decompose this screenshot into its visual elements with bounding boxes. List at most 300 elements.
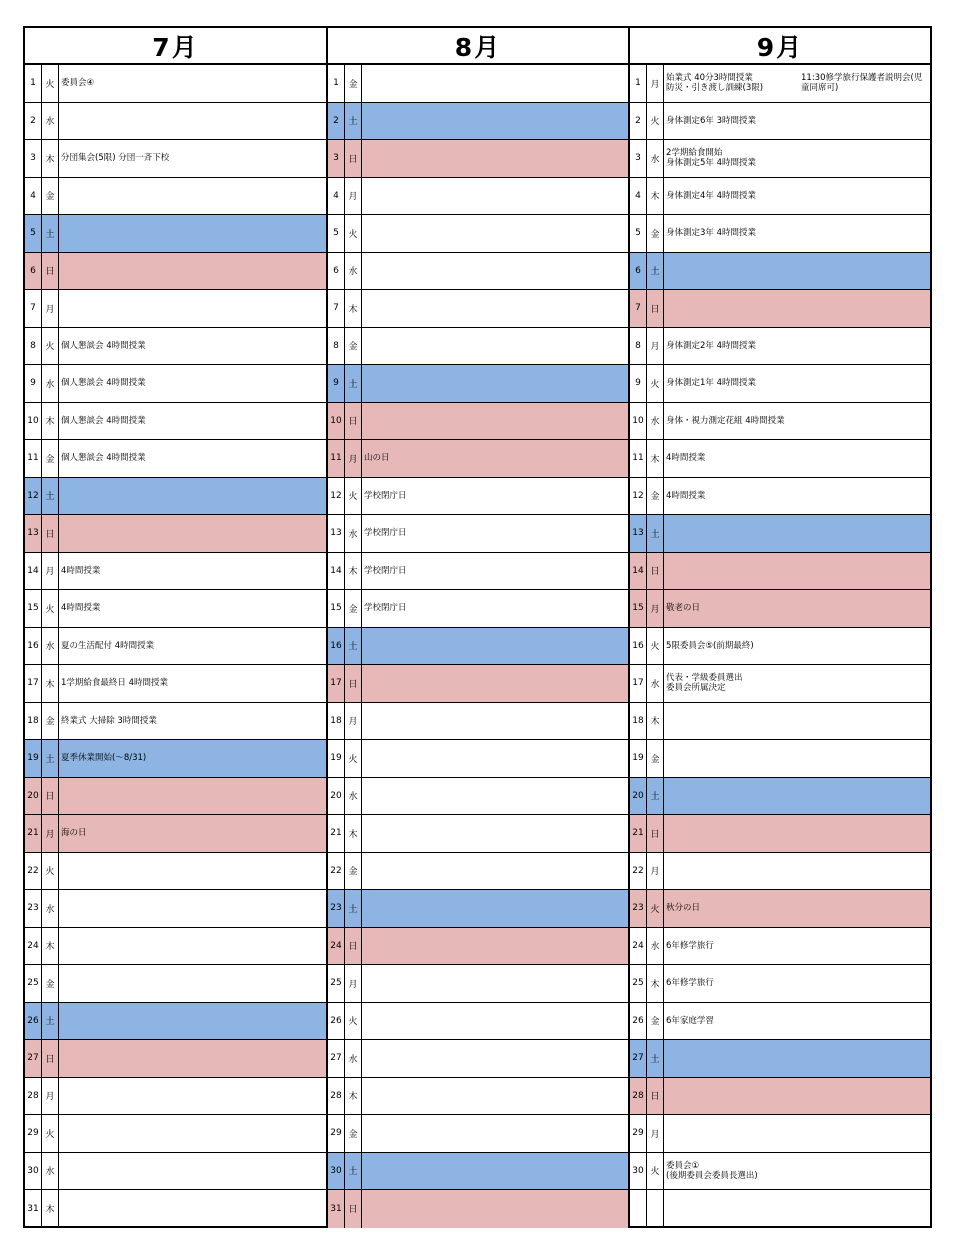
weekday: 土	[42, 740, 59, 777]
event-cell	[664, 515, 930, 552]
event-cell	[362, 1190, 628, 1228]
day-row	[328, 103, 628, 141]
event-cell	[664, 140, 930, 177]
weekday: 日	[42, 778, 59, 815]
day-row	[328, 1115, 628, 1153]
weekday: 火	[42, 1115, 59, 1152]
day-row	[25, 1115, 326, 1153]
event-cell	[664, 478, 930, 515]
day-number: 23	[630, 890, 647, 927]
day-row	[25, 328, 326, 366]
day-row	[25, 853, 326, 891]
day-number: 14	[25, 553, 42, 590]
day-number: 23	[328, 890, 345, 927]
event-text: 代表・学級委員選出 委員会所属決定	[666, 673, 743, 694]
weekday: 土	[42, 1003, 59, 1040]
day-row	[328, 553, 628, 591]
month-column	[326, 28, 628, 1226]
day-row	[328, 965, 628, 1003]
month-column	[628, 28, 930, 1226]
event-cell	[59, 1003, 326, 1040]
event-text: 個人懇談会 4時間授業	[61, 340, 146, 351]
day-row	[328, 1190, 628, 1228]
day-number: 13	[328, 515, 345, 552]
event-cell	[59, 478, 326, 515]
day-number: 6	[25, 253, 42, 290]
day-row	[328, 403, 628, 441]
weekday: 金	[647, 478, 664, 515]
weekday: 木	[42, 1190, 59, 1228]
day-number: 26	[630, 1003, 647, 1040]
weekday: 土	[42, 215, 59, 252]
weekday: 日	[647, 1078, 664, 1115]
month-title: 7月	[25, 28, 326, 65]
day-number: 27	[25, 1040, 42, 1077]
event-text: 始業式 40分3時間授業 防災・引き渡し訓練(3限)	[666, 73, 764, 94]
day-row	[25, 778, 326, 816]
day-number: 10	[25, 403, 42, 440]
event-cell	[59, 65, 326, 102]
event-cell	[362, 1003, 628, 1040]
event-cell	[59, 215, 326, 252]
weekday: 木	[42, 403, 59, 440]
day-row	[630, 890, 930, 928]
day-row	[328, 253, 628, 291]
weekday: 水	[647, 140, 664, 177]
event-cell	[59, 1153, 326, 1190]
day-number: 19	[25, 740, 42, 777]
day-number: 4	[630, 178, 647, 215]
weekday: 土	[345, 628, 362, 665]
event-cell	[362, 665, 628, 702]
day-row	[25, 178, 326, 216]
weekday: 金	[345, 853, 362, 890]
weekday: 日	[345, 1190, 362, 1228]
event-cell	[664, 215, 930, 252]
weekday: 水	[42, 890, 59, 927]
weekday: 木	[42, 665, 59, 702]
weekday: 土	[647, 253, 664, 290]
weekday: 金	[345, 65, 362, 102]
event-cell	[664, 703, 930, 740]
weekday: 火	[647, 103, 664, 140]
event-cell	[664, 928, 930, 965]
day-number: 26	[25, 1003, 42, 1040]
event-text: 身体測定6年 3時間授業	[666, 115, 757, 126]
event-text: 身体測定1年 4時間授業	[666, 378, 757, 389]
event-cell	[59, 815, 326, 852]
school-calendar	[23, 26, 932, 1228]
event-cell	[59, 1190, 326, 1228]
day-row	[630, 1190, 930, 1228]
day-number: 6	[328, 253, 345, 290]
day-row	[328, 365, 628, 403]
day-row	[25, 928, 326, 966]
event-cell	[59, 628, 326, 665]
day-row	[25, 1003, 326, 1041]
event-cell	[664, 1040, 930, 1077]
day-number: 13	[630, 515, 647, 552]
event-text: 夏季休業開始(～8/31)	[61, 753, 147, 764]
event-cell	[59, 515, 326, 552]
weekday: 木	[647, 965, 664, 1002]
event-text: 学校閉庁日	[364, 490, 407, 501]
event-cell	[664, 1078, 930, 1115]
weekday: 日	[345, 928, 362, 965]
weekday: 火	[345, 215, 362, 252]
event-text: 6年修学旅行	[666, 978, 714, 989]
event-text: 敬老の日	[666, 603, 701, 614]
day-number: 20	[328, 778, 345, 815]
event-cell	[59, 365, 326, 402]
day-number: 15	[328, 590, 345, 627]
weekday: 土	[345, 890, 362, 927]
day-row	[25, 815, 326, 853]
day-row	[630, 1003, 930, 1041]
event-cell	[59, 853, 326, 890]
day-row	[328, 928, 628, 966]
day-row	[630, 253, 930, 291]
weekday: 月	[647, 65, 664, 102]
day-row	[630, 928, 930, 966]
weekday: 木	[345, 290, 362, 327]
day-row	[25, 890, 326, 928]
day-number: 20	[25, 778, 42, 815]
day-number: 4	[328, 178, 345, 215]
day-number: 17	[25, 665, 42, 702]
event-text: 身体測定3年 4時間授業	[666, 228, 757, 239]
weekday: 日	[647, 553, 664, 590]
day-number: 21	[328, 815, 345, 852]
event-cell	[362, 965, 628, 1002]
day-row	[328, 515, 628, 553]
day-number: 14	[630, 553, 647, 590]
weekday: 木	[345, 553, 362, 590]
event-text: 身体測定4年 4時間授業	[666, 190, 757, 201]
event-cell	[362, 1153, 628, 1190]
day-number: 8	[25, 328, 42, 365]
day-number: 1	[25, 65, 42, 102]
weekday: 日	[42, 515, 59, 552]
event-cell	[59, 590, 326, 627]
event-cell	[664, 328, 930, 365]
day-number: 30	[25, 1153, 42, 1190]
day-row	[328, 65, 628, 103]
weekday: 月	[345, 703, 362, 740]
day-row	[25, 140, 326, 178]
day-number: 27	[630, 1040, 647, 1077]
event-cell	[362, 703, 628, 740]
event-cell	[664, 553, 930, 590]
event-text: 6年家庭学習	[666, 1015, 714, 1026]
day-number: 12	[25, 478, 42, 515]
day-row	[328, 665, 628, 703]
day-row	[25, 628, 326, 666]
event-cell	[664, 253, 930, 290]
day-number: 28	[328, 1078, 345, 1115]
event-text: 身体測定2年 4時間授業	[666, 340, 757, 351]
day-number: 9	[328, 365, 345, 402]
weekday: 金	[42, 440, 59, 477]
event-cell	[664, 1003, 930, 1040]
weekday: 日	[647, 290, 664, 327]
weekday: 金	[42, 703, 59, 740]
day-number: 5	[25, 215, 42, 252]
weekday: 水	[42, 1153, 59, 1190]
weekday: 木	[647, 178, 664, 215]
weekday: 月	[345, 965, 362, 1002]
day-number: 9	[25, 365, 42, 402]
day-row	[328, 140, 628, 178]
day-number: 30	[630, 1153, 647, 1190]
weekday: 火	[345, 740, 362, 777]
day-row	[630, 1115, 930, 1153]
weekday: 月	[647, 328, 664, 365]
day-number: 4	[25, 178, 42, 215]
event-cell	[664, 290, 930, 327]
event-cell	[59, 103, 326, 140]
weekday: 金	[647, 740, 664, 777]
day-number: 11	[630, 440, 647, 477]
day-number: 5	[328, 215, 345, 252]
event-cell	[362, 403, 628, 440]
day-row	[328, 590, 628, 628]
event-cell	[362, 815, 628, 852]
day-row	[25, 290, 326, 328]
day-row	[630, 1153, 930, 1191]
weekday: 火	[647, 628, 664, 665]
day-row	[25, 1153, 326, 1191]
weekday: 日	[345, 665, 362, 702]
day-row	[328, 1040, 628, 1078]
weekday: 金	[647, 1003, 664, 1040]
event-cell	[59, 178, 326, 215]
event-cell	[59, 890, 326, 927]
event-text: 5限委員会⑤(前期最終)	[666, 640, 754, 651]
day-number: 28	[630, 1078, 647, 1115]
day-number: 3	[328, 140, 345, 177]
event-cell	[362, 140, 628, 177]
weekday: 金	[345, 328, 362, 365]
day-row	[630, 815, 930, 853]
event-cell	[59, 928, 326, 965]
day-number: 25	[25, 965, 42, 1002]
day-number: 2	[328, 103, 345, 140]
day-number: 19	[630, 740, 647, 777]
month-column	[25, 28, 326, 1226]
day-number: 22	[630, 853, 647, 890]
weekday: 水	[42, 365, 59, 402]
event-cell	[59, 665, 326, 702]
day-number: 14	[328, 553, 345, 590]
day-row	[328, 440, 628, 478]
event-text: 4時間授業	[666, 490, 706, 501]
weekday: 火	[647, 365, 664, 402]
day-row	[328, 1003, 628, 1041]
weekday: 水	[647, 403, 664, 440]
event-cell	[362, 440, 628, 477]
event-text: 秋分の日	[666, 903, 701, 914]
event-cell	[664, 815, 930, 852]
day-number: 25	[328, 965, 345, 1002]
event-cell	[664, 590, 930, 627]
day-row	[328, 740, 628, 778]
event-text: 4時間授業	[61, 603, 101, 614]
day-row	[630, 553, 930, 591]
event-cell	[664, 1153, 930, 1190]
event-text: 分団集会(5限) 分団一斉下校	[61, 153, 170, 164]
weekday: 火	[647, 890, 664, 927]
day-row	[25, 478, 326, 516]
day-number: 29	[328, 1115, 345, 1152]
event-text: 6年修学旅行	[666, 940, 714, 951]
day-number: 12	[328, 478, 345, 515]
month-title: 8月	[328, 28, 628, 65]
event-cell	[59, 140, 326, 177]
event-cell	[362, 778, 628, 815]
day-row	[630, 140, 930, 178]
day-row	[328, 328, 628, 366]
weekday: 金	[647, 215, 664, 252]
day-number: 30	[328, 1153, 345, 1190]
day-row	[25, 740, 326, 778]
day-number: 24	[328, 928, 345, 965]
day-number: 23	[25, 890, 42, 927]
weekday: 土	[345, 365, 362, 402]
event-cell	[362, 478, 628, 515]
weekday: 火	[42, 328, 59, 365]
weekday: 火	[42, 853, 59, 890]
weekday: 木	[647, 703, 664, 740]
day-number: 21	[25, 815, 42, 852]
day-row	[25, 215, 326, 253]
day-number: 17	[328, 665, 345, 702]
day-number: 15	[25, 590, 42, 627]
event-cell	[362, 365, 628, 402]
day-number: 29	[25, 1115, 42, 1152]
day-row	[25, 1190, 326, 1228]
event-cell	[362, 1040, 628, 1077]
weekday: 月	[42, 290, 59, 327]
event-text-secondary: 11:30修学旅行保護者説明会(児 童同席可)	[801, 73, 923, 93]
day-number: 12	[630, 478, 647, 515]
day-number: 7	[630, 290, 647, 327]
day-number: 11	[25, 440, 42, 477]
weekday: 火	[345, 478, 362, 515]
weekday: 水	[42, 628, 59, 665]
day-number: 24	[25, 928, 42, 965]
event-text: 委員会① (後期委員会委員長選出)	[666, 1160, 758, 1181]
event-cell	[59, 1040, 326, 1077]
event-cell	[362, 178, 628, 215]
event-cell	[59, 1078, 326, 1115]
day-row	[25, 965, 326, 1003]
weekday: 木	[647, 440, 664, 477]
day-row	[25, 403, 326, 441]
day-number: 3	[25, 140, 42, 177]
day-row	[630, 65, 930, 103]
day-row	[630, 740, 930, 778]
event-text: 個人懇談会 4時間授業	[61, 415, 146, 426]
event-text: 学校閉庁日	[364, 528, 407, 539]
day-number: 2	[25, 103, 42, 140]
event-cell	[59, 328, 326, 365]
event-cell	[59, 1115, 326, 1152]
event-text: 個人懇談会 4時間授業	[61, 378, 146, 389]
event-text: 夏の生活配付 4時間授業	[61, 640, 155, 651]
day-number: 1	[328, 65, 345, 102]
event-cell	[664, 778, 930, 815]
event-cell	[664, 853, 930, 890]
event-cell	[664, 665, 930, 702]
event-text: 学校閉庁日	[364, 565, 407, 576]
day-number: 8	[328, 328, 345, 365]
weekday: 月	[345, 440, 362, 477]
event-cell	[59, 290, 326, 327]
event-cell	[362, 515, 628, 552]
day-number: 16	[25, 628, 42, 665]
day-number: 7	[25, 290, 42, 327]
weekday: 水	[42, 103, 59, 140]
event-cell	[362, 1115, 628, 1152]
day-number: 9	[630, 365, 647, 402]
day-row	[25, 515, 326, 553]
day-row	[328, 290, 628, 328]
event-cell	[664, 890, 930, 927]
event-cell	[59, 440, 326, 477]
weekday: 木	[345, 815, 362, 852]
day-row	[630, 1078, 930, 1116]
weekday: 土	[345, 103, 362, 140]
day-number: 26	[328, 1003, 345, 1040]
event-cell	[664, 65, 930, 102]
day-number: 16	[630, 628, 647, 665]
weekday: 土	[42, 478, 59, 515]
day-row	[328, 1153, 628, 1191]
weekday: 火	[42, 65, 59, 102]
event-text: 4時間授業	[61, 565, 101, 576]
event-cell	[362, 253, 628, 290]
month-title: 9月	[630, 28, 930, 65]
event-text: 委員会④	[61, 78, 95, 89]
weekday: 火	[345, 1003, 362, 1040]
day-row	[328, 853, 628, 891]
event-cell	[59, 778, 326, 815]
day-row	[630, 290, 930, 328]
event-cell	[664, 740, 930, 777]
day-number: 8	[630, 328, 647, 365]
day-number: 10	[630, 403, 647, 440]
weekday: 日	[42, 1040, 59, 1077]
event-cell	[362, 890, 628, 927]
day-number: 11	[328, 440, 345, 477]
day-row	[25, 590, 326, 628]
day-row	[630, 215, 930, 253]
event-cell	[664, 1190, 930, 1228]
weekday: 水	[345, 515, 362, 552]
day-row	[630, 440, 930, 478]
day-number: 22	[328, 853, 345, 890]
weekday: 土	[345, 1153, 362, 1190]
event-text: 山の日	[364, 453, 390, 464]
event-cell	[59, 253, 326, 290]
weekday: 月	[647, 853, 664, 890]
event-cell	[362, 103, 628, 140]
day-row	[328, 815, 628, 853]
day-number: 10	[328, 403, 345, 440]
weekday: 木	[42, 140, 59, 177]
day-row	[630, 853, 930, 891]
